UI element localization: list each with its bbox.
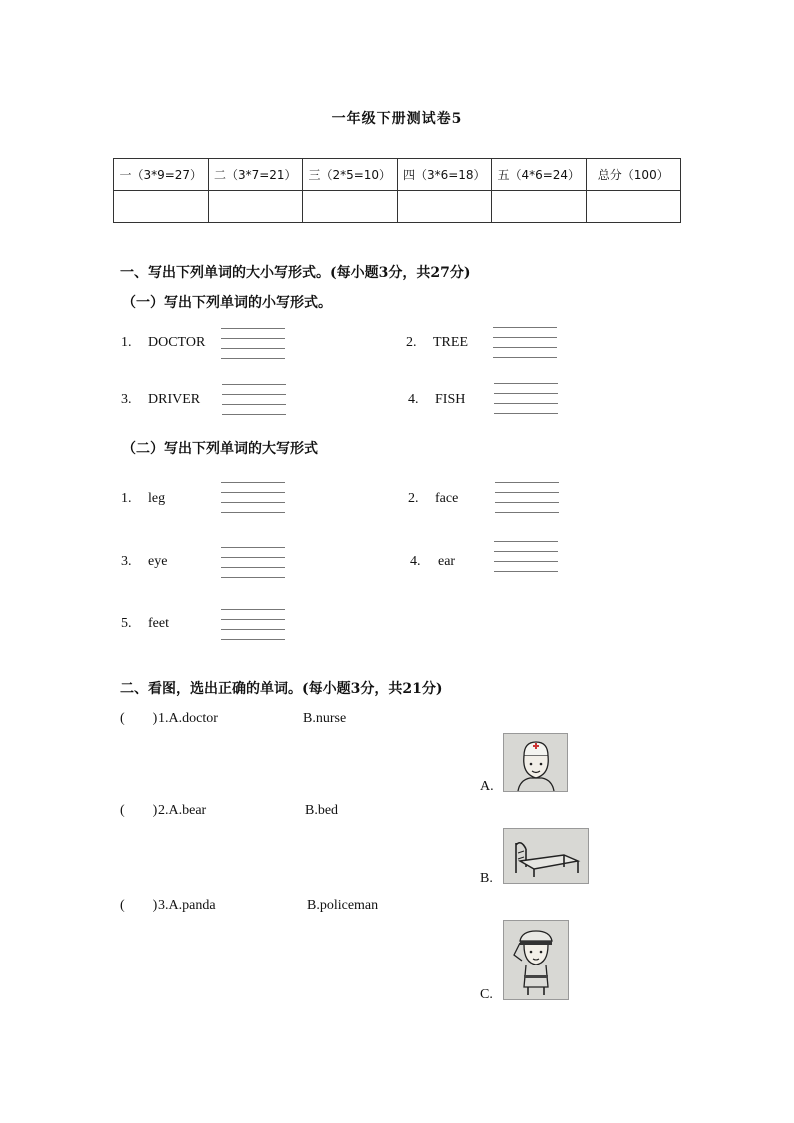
q2-option-b: B.bed	[305, 803, 339, 818]
p1-item1-num: 1.	[121, 335, 132, 350]
nurse-picture-icon	[503, 733, 568, 792]
p2-item3-word: eye	[148, 554, 168, 569]
p1-item1-word: DOCTOR	[148, 335, 206, 350]
score-blank-row	[114, 191, 681, 223]
p1-item3-word: DRIVER	[148, 392, 201, 407]
q2-option-a: 2.A.bear	[158, 803, 207, 818]
picture-c-label: C.	[480, 987, 493, 1002]
score-header-total: 总分（100）	[586, 159, 681, 191]
p2-item5-word: feet	[148, 616, 169, 631]
writing-lines[interactable]	[221, 482, 285, 514]
section2-heading: 二、看图，选出正确的单词。(每小题3分，共21分)	[120, 681, 443, 697]
p1-item3-num: 3.	[121, 392, 132, 407]
p2-item1-word: leg	[148, 491, 166, 506]
q1-option-b: B.nurse	[303, 711, 347, 726]
p1-item4-num: 4.	[408, 392, 419, 407]
q1-option-a: 1.A.doctor	[158, 711, 218, 726]
score-cell-5[interactable]	[492, 191, 587, 223]
score-cell-total[interactable]	[586, 191, 681, 223]
writing-lines[interactable]	[493, 327, 557, 359]
p2-item5-num: 5.	[121, 616, 132, 631]
score-header-5: 五（4*6=24）	[492, 159, 587, 191]
page-title: 一年级下册测试卷5	[331, 111, 463, 127]
score-cell-4[interactable]	[397, 191, 492, 223]
writing-lines[interactable]	[222, 384, 286, 416]
q2-answer-blank[interactable]: ( )	[120, 803, 158, 818]
p2-item3-num: 3.	[121, 554, 132, 569]
picture-b-label: B.	[480, 871, 493, 886]
writing-lines[interactable]	[221, 547, 285, 579]
writing-lines[interactable]	[494, 383, 558, 415]
p1-item2-word: TREE	[433, 335, 468, 350]
writing-lines[interactable]	[494, 541, 558, 573]
p1-item2-num: 2.	[406, 335, 417, 350]
score-header-3: 三（2*5=10）	[303, 159, 398, 191]
p2-item2-num: 2.	[408, 491, 419, 506]
score-table	[113, 158, 681, 223]
score-header-4: 四（3*6=18）	[397, 159, 492, 191]
writing-lines[interactable]	[221, 609, 285, 641]
policeman-picture-icon	[503, 920, 569, 1000]
q3-option-a: 3.A.panda	[158, 898, 216, 913]
q3-option-b: B.policeman	[307, 898, 379, 913]
q3-answer-blank[interactable]: ( )	[120, 898, 158, 913]
p2-item4-word: ear	[438, 554, 456, 569]
score-cell-2[interactable]	[208, 191, 303, 223]
writing-lines[interactable]	[221, 328, 285, 360]
score-cell-1[interactable]	[114, 191, 209, 223]
score-header-1: 一（3*9=27）	[114, 159, 209, 191]
p1-item4-word: FISH	[435, 392, 466, 407]
p2-item4-num: 4.	[410, 554, 421, 569]
p2-item2-word: face	[435, 491, 459, 506]
writing-lines[interactable]	[495, 482, 559, 514]
p2-item1-num: 1.	[121, 491, 132, 506]
picture-a-label: A.	[480, 779, 494, 794]
score-header-row	[114, 159, 681, 191]
bed-picture-icon	[503, 828, 589, 884]
section1-part2-heading: （二）写出下列单词的大写形式	[122, 441, 318, 457]
score-header-2: 二（3*7=21）	[208, 159, 303, 191]
section1-part1-heading: （一）写出下列单词的小写形式。	[122, 295, 332, 311]
score-cell-3[interactable]	[303, 191, 398, 223]
section1-heading: 一、写出下列单词的大小写形式。(每小题3分，共27分)	[120, 265, 471, 281]
q1-answer-blank[interactable]: ( )	[120, 711, 158, 726]
